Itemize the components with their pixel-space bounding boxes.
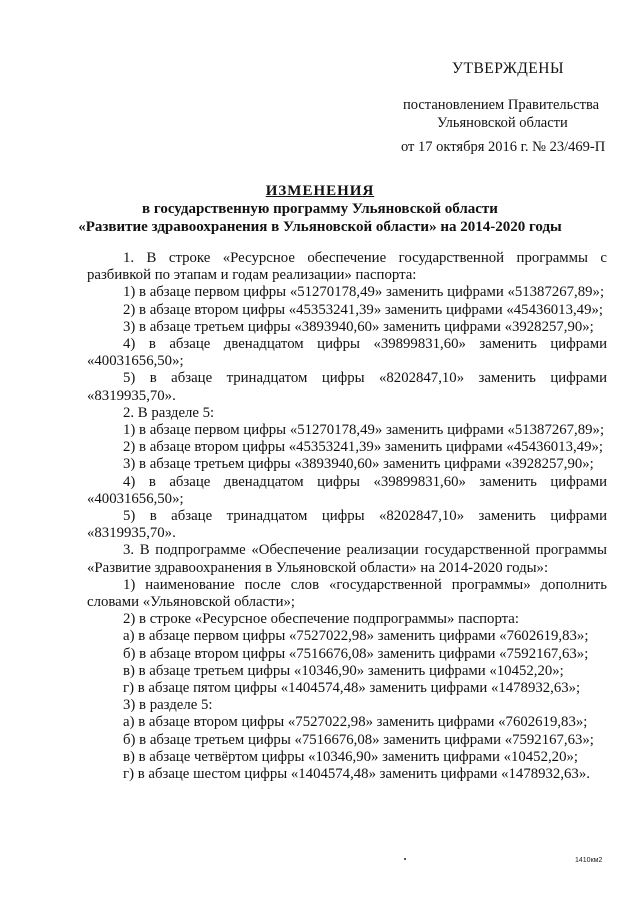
paragraph: 1) наименование после слов «государственной программы» дополнить словами «Ульяновской области»; <box>87 576 607 611</box>
paragraph: 2) в строке «Ресурсное обеспечение подпрограммы» паспорта: <box>123 611 519 628</box>
paragraph: 1. В строке «Ресурсное обеспечение государственной программы с разбивкой по этапам и годам реализации» паспорта: <box>87 250 607 284</box>
paragraph: б) в абзаце втором цифры «7516676,08» заменить цифрами «7592167,63»; <box>123 645 589 662</box>
document-subtitle-line-2: «Развитие здравоохранения в Ульяновской области» на 2014-2020 годы <box>78 219 562 235</box>
resolution-line-2: Ульяновской области <box>437 115 568 131</box>
paragraph: а) в абзаце первом цифры «7527022,98» заменить цифрами «7602619,83»; <box>123 628 589 645</box>
paragraph: в) в абзаце третьем цифры «10346,90» заменить цифрами «10452,20»; <box>123 662 564 679</box>
paragraph: 1) в абзаце первом цифры «51270178,49» заменить цифрами «51387267,89»; <box>123 284 605 301</box>
paragraph: 2) в абзаце втором цифры «45353241,39» заменить цифрами «45436013,49»; <box>123 439 603 456</box>
approved-label: УТВЕРЖДЕНЫ <box>452 60 564 77</box>
paragraph: 5) в абзаце тринадцатом цифры «8202847,10» заменить цифрами «8319935,70». <box>87 508 607 542</box>
paragraph: г) в абзаце шестом цифры «1404574,48» заменить цифрами «1478932,63». <box>123 766 590 783</box>
paragraph: в) в абзаце четвёртом цифры «10346,90» заменить цифрами «10452,20»; <box>123 748 578 765</box>
paragraph: б) в абзаце третьем цифры «7516676,08» заменить цифрами «7592167,63»; <box>123 731 594 748</box>
paragraph: 3. В подпрограмме «Обеспечение реализации государственной программы «Развитие здравоохранения в Ульяновской области» на 2014-2020 годы»: <box>87 542 607 576</box>
resolution-date-number: от 17 октября 2016 г. № 23/469-П <box>401 139 606 155</box>
document-title: ИЗМЕНЕНИЯ <box>265 183 375 199</box>
paragraph: 1) в абзаце первом цифры «51270178,49» заменить цифрами «51387267,89»; <box>123 422 605 439</box>
paragraph: 4) в абзаце двенадцатом цифры «39899831,60» заменить цифрами «40031656,50»; <box>87 336 607 370</box>
document-code: 1410км2 <box>575 857 603 864</box>
paragraph: 2) в абзаце втором цифры «45353241,39» заменить цифрами «45436013,49»; <box>123 301 603 318</box>
paragraph: 3) в абзаце третьем цифры «3893940,60» заменить цифрами «3928257,90»; <box>123 318 594 335</box>
document-subtitle-line-1: в государственную программу Ульяновской области <box>142 201 498 217</box>
paragraph: 3) в абзаце третьем цифры «3893940,60» заменить цифрами «3928257,90»; <box>123 456 594 473</box>
paragraph: г) в абзаце пятом цифры «1404574,48» заменить цифрами «1478932,63»; <box>123 680 581 697</box>
paragraph: 4) в абзаце двенадцатом цифры «39899831,60» заменить цифрами «40031656,50»; <box>87 473 607 507</box>
paragraph: 5) в абзаце тринадцатом цифры «8202847,10» заменить цифрами «8319935,70». <box>87 370 607 404</box>
scan-speck <box>404 858 406 860</box>
paragraph: а) в абзаце втором цифры «7527022,98» заменить цифрами «7602619,83»; <box>123 714 588 731</box>
paragraph: 3) в разделе 5: <box>123 697 213 714</box>
paragraph: 2. В разделе 5: <box>123 404 215 421</box>
document-body <box>87 250 607 783</box>
resolution-line-1: постановлением Правительства <box>403 97 600 113</box>
